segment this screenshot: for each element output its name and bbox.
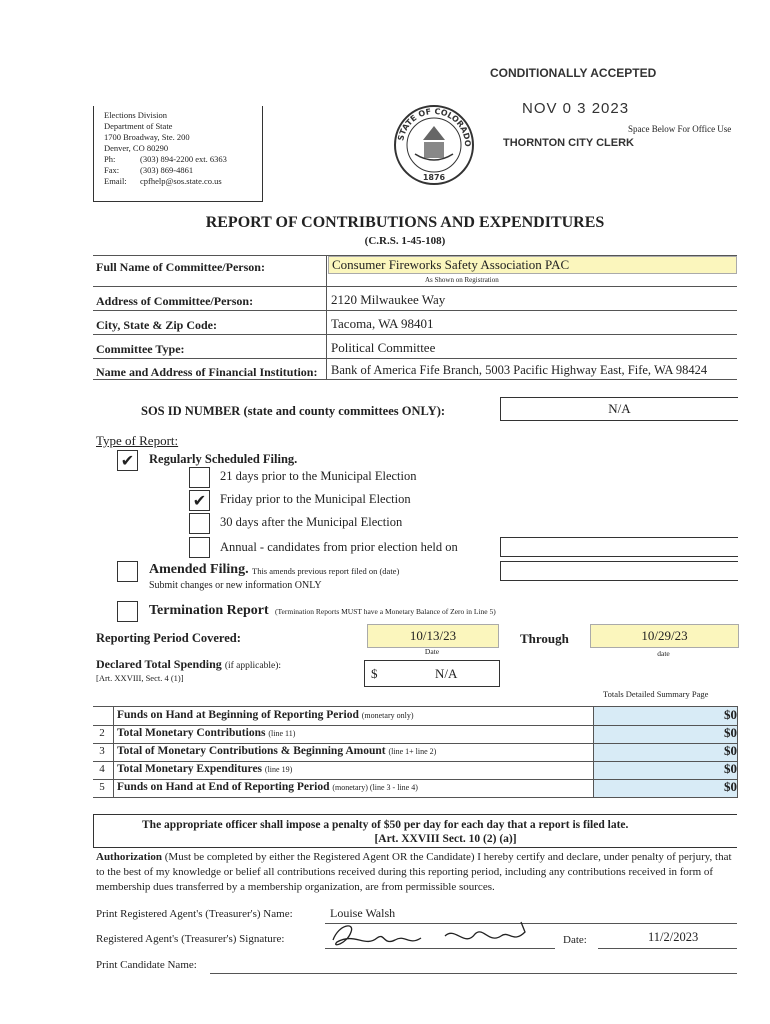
summary-row-note: (line 19) [264, 765, 293, 774]
committee-name-field[interactable]: Consumer Fireworks Safety Association PAC [328, 256, 737, 274]
termination-label: Termination Report [149, 603, 269, 618]
opt-friday-prior-label: Friday prior to the Municipal Election [220, 492, 411, 506]
declared-spending-label [96, 657, 281, 672]
agency-city: Denver, CO 80290 [104, 143, 169, 153]
summary-row-3 [93, 743, 737, 762]
as-shown-note: As Shown on Registration [425, 276, 499, 284]
address-field[interactable]: 2120 Milwaukee Way [331, 292, 446, 307]
summary-row-label: Funds on Hand at Beginning of Reporting Period [117, 709, 359, 721]
summary-row-1 [93, 707, 737, 726]
office-use-note: Space Below For Office Use [628, 124, 732, 134]
summary-row-note: (monetary only) [361, 711, 414, 720]
agency-address-box [93, 106, 263, 202]
colorado-state-seal [393, 104, 475, 186]
summary-row-number: 5 [99, 781, 105, 793]
summary-row-label: Funds on Hand at End of Reporting Period [117, 781, 330, 793]
summary-row-number: 3 [99, 745, 105, 757]
summary-row-number: 1 [99, 709, 105, 721]
penalty-text: The appropriate officer shall impose a penalty of $50 per day for each day that a report is filed late. [142, 819, 629, 831]
sos-id-field[interactable] [500, 397, 738, 421]
amended-date-field[interactable] [500, 561, 738, 581]
opt-annual-label: Annual - candidates from prior election held on [220, 540, 458, 554]
summary-row-number: 2 [99, 727, 105, 739]
bank-field[interactable]: Bank of America Fife Branch, 5003 Pacific Highway East, Fife, WA 98424 [331, 363, 708, 377]
period-to-caption: date [657, 649, 670, 658]
summary-row-amount[interactable]: $0 [724, 725, 737, 740]
opt-30-days-after-checkbox[interactable] [189, 513, 210, 534]
period-from-caption: Date [424, 647, 440, 656]
sos-id-label: SOS ID NUMBER (state and county committees ONLY): [141, 404, 446, 418]
opt-21-days-checkbox[interactable] [189, 467, 210, 488]
period-to-field[interactable]: 10/29/23 [590, 624, 739, 648]
summary-header: Totals Detailed Summary Page [603, 689, 709, 699]
authorization-block [96, 850, 737, 896]
summary-row-amount[interactable]: $0 [724, 779, 737, 794]
opt-friday-prior-checkbox[interactable]: ✔ [189, 490, 210, 511]
termination-report-checkbox[interactable] [117, 601, 138, 622]
amended-filing-label: Amended Filing. [149, 562, 249, 577]
address-label: Address of Committee/Person: [96, 294, 254, 308]
period-from-field[interactable]: 10/13/23 [367, 624, 499, 648]
summary-row-4 [93, 761, 737, 780]
regular-filing-checkbox[interactable]: ✔ [117, 450, 138, 471]
city-field[interactable]: Tacoma, WA 98401 [331, 316, 434, 331]
penalty-citation: [Art. XXVIII Sect. 10 (2) (a)] [374, 833, 517, 845]
date-field[interactable]: 11/2/2023 [648, 930, 699, 944]
summary-row-2 [93, 725, 737, 744]
summary-row-number: 4 [99, 763, 105, 775]
opt-30-days-after-label: 30 days after the Municipal Election [220, 515, 403, 529]
opt-annual-checkbox[interactable] [189, 537, 210, 558]
penalty-box [93, 814, 737, 848]
print-agent-field[interactable]: Louise Walsh [330, 906, 396, 920]
agency-email: cpfhelp@sos.state.co.us [140, 176, 222, 186]
sos-id-value: N/A [608, 401, 631, 416]
agency-division: Elections Division [104, 110, 168, 120]
clerk-stamp: THORNTON CITY CLERK [503, 137, 634, 149]
date-label: Date: [563, 934, 587, 946]
agency-street: 1700 Broadway, Ste. 200 [104, 132, 190, 142]
termination-note: (Termination Reports MUST have a Monetary Balance of Zero in Line 5) [275, 607, 496, 616]
agency-phone: (303) 894-2200 ext. 6363 [140, 154, 227, 164]
opt-21-days-label: 21 days prior to the Municipal Election [220, 469, 417, 483]
summary-row-note: (line 11) [268, 729, 296, 738]
agency-fax: (303) 869-4861 [140, 165, 194, 175]
summary-row-5 [93, 779, 737, 798]
email-label: Email: [104, 176, 127, 186]
fax-label: Fax: [104, 165, 120, 175]
candidate-name-label: Print Candidate Name: [96, 959, 197, 971]
agency-department: Department of State [104, 121, 173, 131]
form-statute: (C.R.S. 1-45-108) [364, 235, 446, 247]
signature-label: Registered Agent's (Treasurer's) Signature: [96, 933, 285, 945]
summary-row-amount[interactable]: $0 [724, 743, 737, 758]
currency-symbol: $ [371, 666, 378, 681]
period-label: Reporting Period Covered: [96, 631, 241, 645]
amended-sub: Submit changes or new information ONLY [149, 580, 322, 591]
summary-row-label: Total Monetary Expenditures [117, 763, 263, 775]
print-agent-label: Print Registered Agent's (Treasurer's) Name: [96, 908, 293, 920]
authorization-text: (Must be completed by either the Registered Agent OR the Candidate) I hereby certify and declare, under penalty of perjury, that to the best of my knowledge or belief all contributions received during this reporting period, including any contributions received in form of membership dues transferred by a membership organization, are from permissible sources. [96, 851, 732, 893]
amended-note: This amends previous report filed on (date) [252, 566, 400, 576]
summary-row-note: (line 1+ line 2) [388, 747, 437, 756]
conditionally-accepted-stamp: CONDITIONALLY ACCEPTED [490, 66, 657, 80]
committee-name-label: Full Name of Committee/Person: [96, 260, 265, 274]
report-type-heading: Type of Report: [96, 433, 179, 448]
phone-label: Ph: [104, 154, 116, 164]
summary-row-label: Total Monetary Contributions [117, 727, 266, 739]
declared-spending-field[interactable] [364, 660, 500, 687]
declared-spending-art: [Art. XXVIII, Sect. 4 (1)] [96, 673, 184, 683]
annual-election-date-field[interactable] [500, 537, 738, 557]
summary-row-note: (monetary) (line 3 - line 4) [332, 783, 418, 792]
declared-spending-value: N/A [435, 666, 458, 681]
summary-row-label: Total of Monetary Contributions & Beginning Amount [117, 745, 386, 757]
amended-filing-checkbox[interactable] [117, 561, 138, 582]
candidate-name-field[interactable] [210, 957, 737, 974]
committee-type-field[interactable]: Political Committee [331, 340, 436, 355]
authorization-heading: Authorization [96, 851, 162, 863]
seal-text: STATE OF COLORADO [396, 106, 473, 147]
declared-spending-title: Declared Total Spending [96, 657, 222, 671]
declared-spending-note: (if applicable): [224, 661, 281, 671]
committee-type-label: Committee Type: [96, 342, 185, 356]
seal-year: 1876 [422, 173, 446, 182]
through-label: Through [520, 631, 569, 646]
summary-row-amount[interactable]: $0 [724, 761, 737, 776]
city-label: City, State & Zip Code: [96, 318, 217, 332]
seal-graphic [393, 104, 475, 186]
regular-filing-label: Regularly Scheduled Filing. [149, 452, 298, 466]
summary-row-amount[interactable]: $0 [724, 707, 737, 722]
bank-label: Name and Address of Financial Institution: [96, 365, 318, 379]
received-date-stamp: NOV 0 3 2023 [522, 100, 630, 117]
form-title: REPORT OF CONTRIBUTIONS AND EXPENDITURES [205, 214, 605, 231]
